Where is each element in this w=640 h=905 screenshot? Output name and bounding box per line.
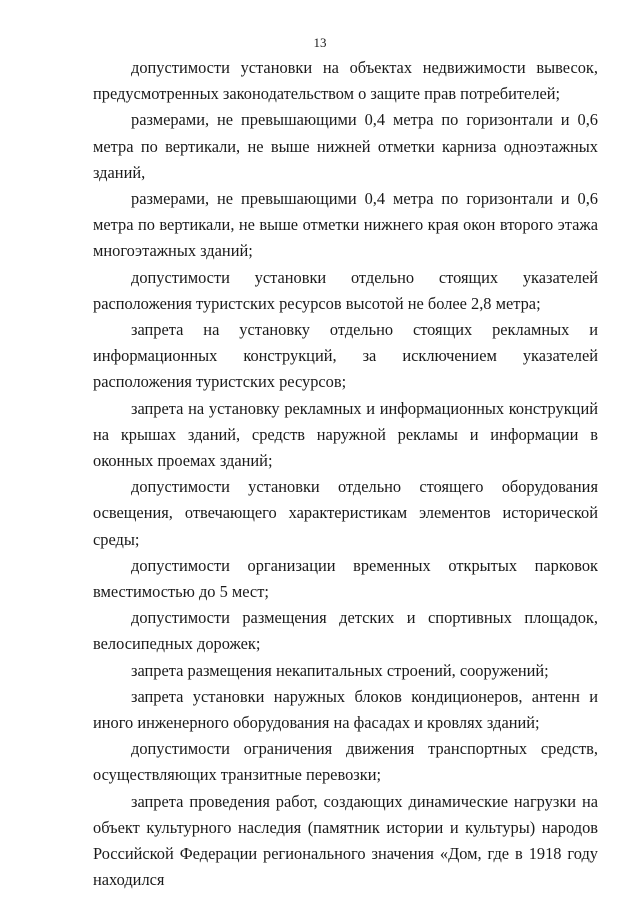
paragraph-5: запрета на установку отдельно стоящих рекламных и информационных конструкций, за исключением указателей расположения туристских ресурсов; bbox=[93, 320, 598, 392]
document-body bbox=[93, 55, 598, 894]
paragraph-4: допустимости установки отдельно стоящих указателей расположения туристских ресурсов высотой не более 2,8 метра; bbox=[93, 267, 598, 313]
paragraph-12: допустимости ограничения движения транспортных средств, осуществляющих транзитные перевозки; bbox=[93, 739, 598, 785]
paragraph-6: запрета на установку рекламных и информационных конструкций на крышах зданий, средств наружной рекламы и информации в оконных проемах зданий; bbox=[93, 398, 598, 471]
paragraph-1: допустимости установки на объектах недвижимости вывесок, предусмотренных законодательством о защите прав потребителей; bbox=[93, 58, 598, 104]
paragraph-10: запрета размещения некапитальных строений, сооружений; bbox=[131, 660, 549, 680]
page-number: 13 bbox=[313, 35, 327, 50]
paragraph-2: размерами, не превышающими 0,4 метра по горизонтали и 0,6 метра по вертикали, не выше нижней отметки карниза одноэтажных зданий, bbox=[93, 110, 598, 182]
paragraph-3: размерами, не превышающими 0,4 метра по горизонтали и 0,6 метра по вертикали, не выше отметки нижнего края окон второго этажа многоэтажных зданий; bbox=[93, 189, 598, 261]
paragraph-8: допустимости организации временных открытых парковок вместимостью до 5 мест; bbox=[93, 555, 598, 602]
paragraph-7: допустимости установки отдельно стоящего оборудования освещения, отвечающего характеристикам элементов исторической среды; bbox=[93, 477, 598, 549]
paragraph-9: допустимости размещения детских и спортивных площадок, велосипедных дорожек; bbox=[93, 608, 598, 654]
paragraph-13: запрета проведения работ, создающих динамические нагрузки на объект культурного наследия (памятник истории и культуры) народов Российской Федерации регионального значения «Дом, где в 1918 году находился bbox=[93, 791, 598, 890]
paragraph-11: запрета установки наружных блоков кондиционеров, антенн и иного инженерного оборудования на фасадах и кровлях зданий; bbox=[93, 686, 598, 733]
